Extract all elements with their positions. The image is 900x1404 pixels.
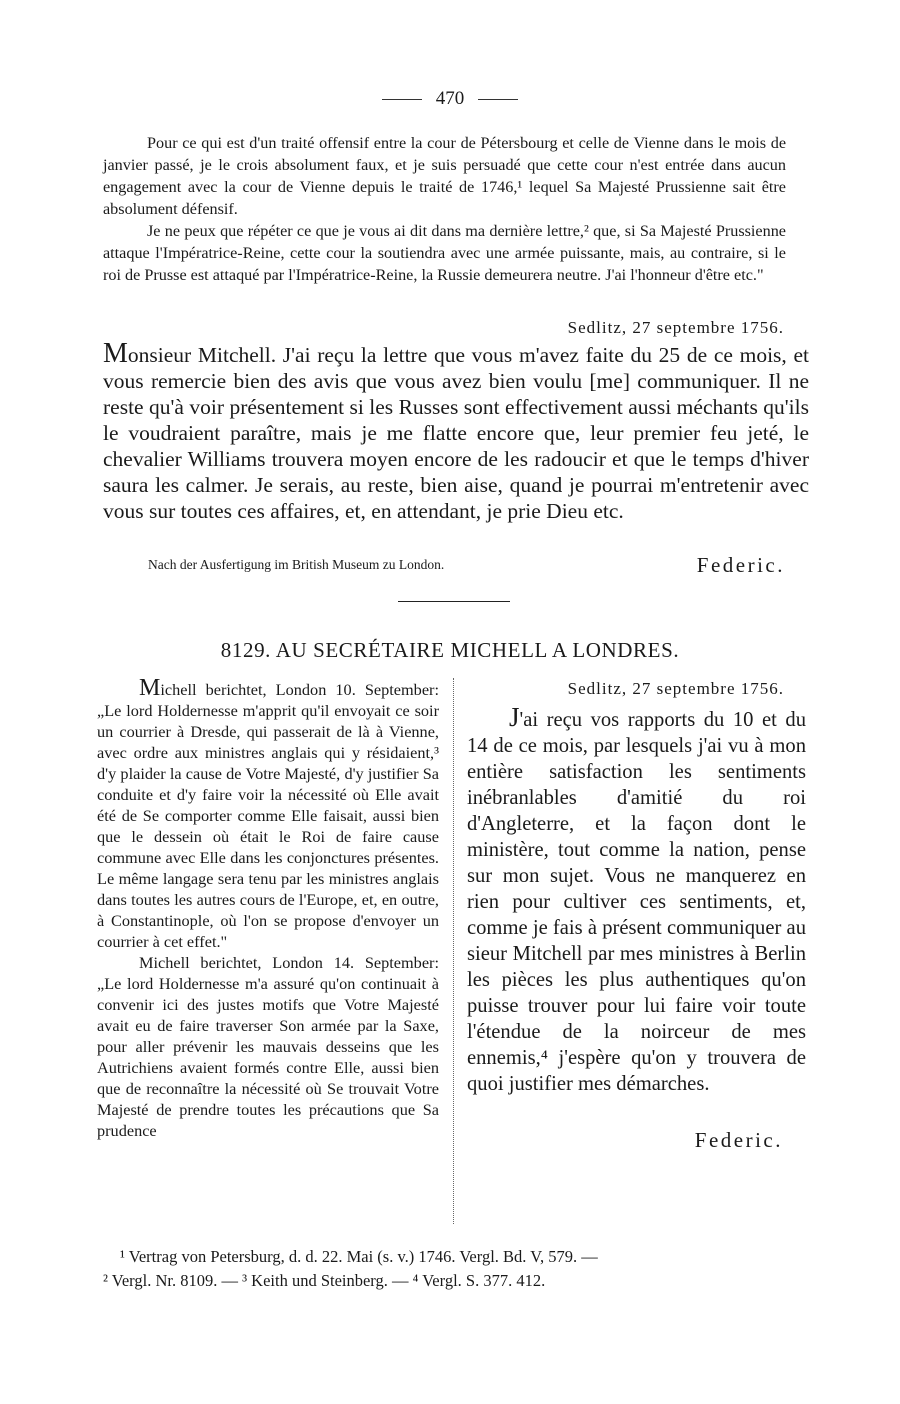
source-note: Nach der Ausfertigung im British Museum zu London. xyxy=(148,557,445,572)
letter-mitchell-body: onsieur Mitchell. J'ai reçu la lettre que vous m'avez faite du 25 de ce mois, et vous remercie bien des avis que vous avez bien voulu [me] communiquer. Il ne reste qu'à voir présentement si les Russes sont effectivement aussi méchants qu'ils le voudraient paraître, mais je me flatte encore que, leur premier feu jeté, le chevalier Williams trouvera moyen encore de les radoucir et que le temps d'hiver saura les calmer. Je serais, au reste, bien aise, quand je pourrai m'entretenir avec vous sur toutes ces affaires, et, en attendant, je prie Dieu etc. xyxy=(103,343,809,523)
dateline-mitchell: Sedlitz, 27 septembre 1756. xyxy=(567,318,784,337)
letter-end-paragraph-1: Pour ce qui est d'un traité offensif entre la cour de Pétersbourg et celle de Vienne dans le mois de janvier passé, je le crois absolument faux, et je suis persuadé que cette cour n'est entrée dans aucun engagement avec la cour de Vienne depuis le traité de 1746,¹ lequel Sa Majesté Prussienne sait être absolument défensif. xyxy=(103,134,786,218)
left-initial-letter: M xyxy=(139,675,161,701)
page-number xyxy=(0,88,900,110)
letter-end-paragraph-2: Je ne peux que répéter ce que je vous ai dit dans ma dernière lettre,² que, si Sa Majesté Prussienne attaque l'Impératrice-Reine, cette cour la soutiendra avec une armée puissante, mais, au contraire, si le roi de Prusse est attaqué par l'Impératrice-Reine, la Russie demeurera neutre. J'ai l'honneur d'être etc." xyxy=(103,222,786,284)
section-heading: 8129. AU SECRÉTAIRE MICHELL A LONDRES. xyxy=(220,638,680,662)
left-column-paragraph-2: Michell berichtet, London 14. September: „Le lord Holdernesse m'a assuré qu'on continuait à convenir ici des justes motifs que Votre Majesté avait eu de faire traverser Son armée par la Saxe, pour aller prévenir les mauvais desseins que les Autrichiens avaient formés contre Elle, aussi bien que de reconnaître la nécessité où Se trouvait Votre Majesté de prendre toutes les précautions que Sa prudence xyxy=(97,953,439,1140)
signature-2: Federic. xyxy=(694,1128,783,1152)
right-column-body: 'ai reçu vos rapports du 10 et du 14 de ce mois, par lesquels j'ai vu à mon entière satisfaction les sentiments inébranlables d'amitié du roi d'Angleterre, et la façon dont le ministère, tout comme la nation, pense sur mon sujet. Vous ne manquerez en rien pour cultiver ces sentiments, et, comme je fais à présent communiquer au sieur Mitchell par mes ministres à Berlin les pièces les plus authentiques qu'on puisse trouver pour lui faire voir toute l'étendue de la noirceur de mes ennemis,⁴ j'espère qu'on y trouvera de quoi justifier mes démarches. xyxy=(467,709,806,1095)
page-number-dash-left xyxy=(382,99,422,100)
page-number-dash-right xyxy=(478,99,518,100)
section-rule xyxy=(398,601,510,602)
letter-end xyxy=(103,132,786,286)
footnote-line-1: ¹ Vertrag von Petersburg, d. d. 22. Mai (s. v.) 1746. Vergl. Bd. V, 579. — xyxy=(120,1247,598,1266)
column-divider xyxy=(453,678,454,1224)
page-number-text: 470 xyxy=(435,88,465,109)
left-column-paragraph-1-text: ichell berichtet, London 10. September: „Le lord Holdernesse m'apprit qu'il envoyait ce soir un courrier à Dresde, qui passerait de là à Vienne, avec ordre aux ministres anglais qui y résidaient,³ d'y plaider la cause de Votre Majesté, d'y justifier Sa conduite et d'y faire voir la nécessité où Elle avait été de Se comporter comme Elle faisait, aussi bien que le dessein où était le Roi de faire cause commune avec Elle dans les conjonctures présentes. Le même langage sera tenu par les ministres anglais dans toutes les autres cours de l'Europe, et, en outre, à Constantinople, où l'on se propose d'envoyer un courrier à cet effet." xyxy=(97,680,439,951)
footnote-line-2: ² Vergl. Nr. 8109. — ³ Keith und Steinberg. — ⁴ Vergl. S. 377. 412. xyxy=(103,1271,546,1290)
letter-mitchell xyxy=(103,338,809,524)
right-initial-letter: J xyxy=(509,702,520,732)
footnotes xyxy=(103,1245,820,1293)
initial-letter: M xyxy=(103,338,128,369)
left-column-paragraph-1 xyxy=(97,675,439,952)
dateline-right: Sedlitz, 27 septembre 1756. xyxy=(567,679,784,698)
signature-1: Federic. xyxy=(696,553,785,577)
right-column xyxy=(467,704,806,1097)
left-column xyxy=(97,675,439,1141)
